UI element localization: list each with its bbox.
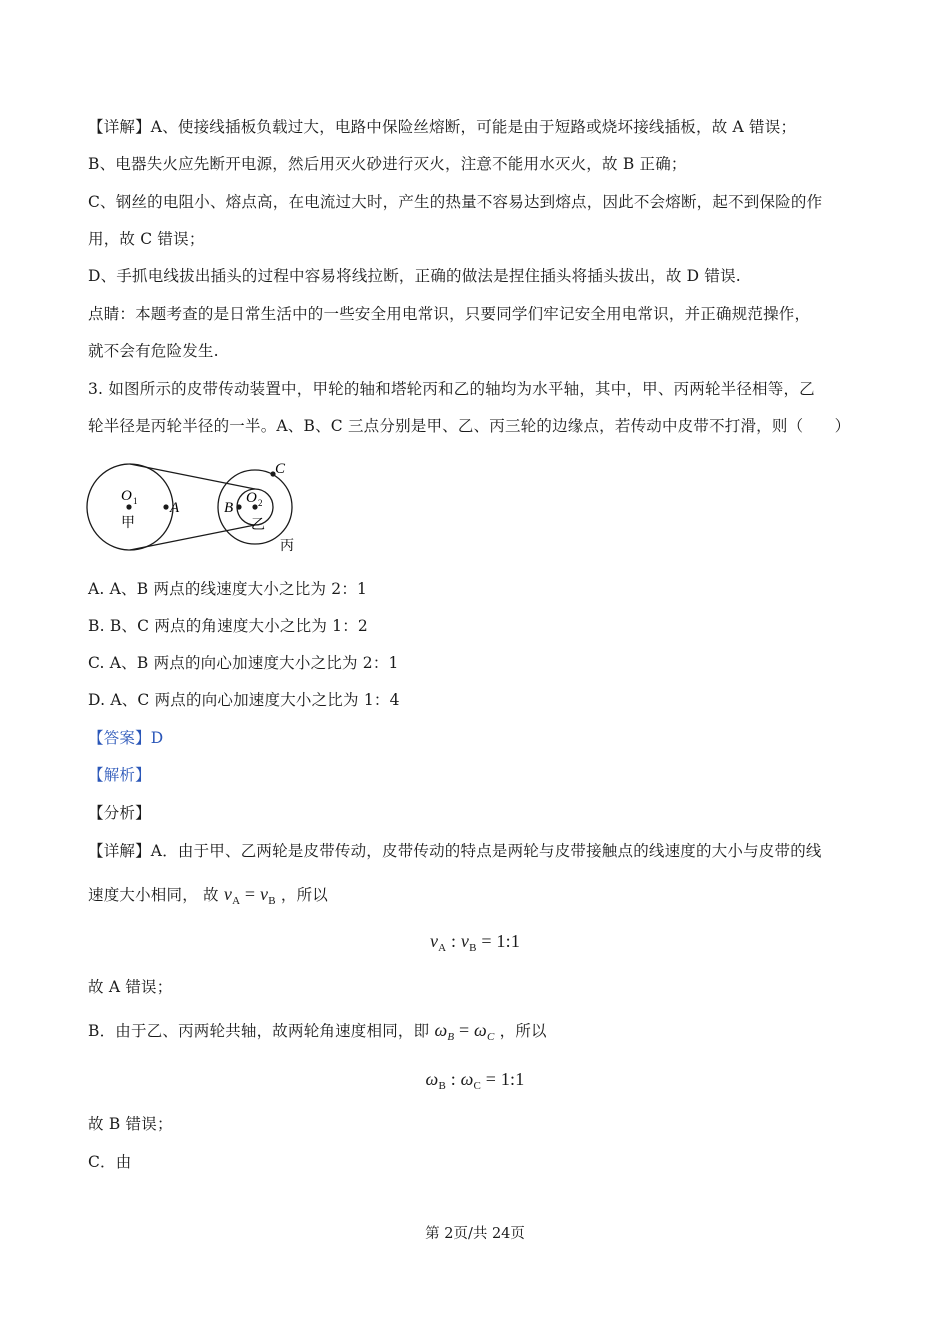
- belt-pulley-figure: [85, 455, 315, 560]
- question-text: 如图所示的皮带传动装置中，甲轮的轴和塔轮丙和乙的轴均为水平轴，其中，甲、丙两轮半径相等，乙: [108, 380, 815, 398]
- label-jia: 甲: [121, 516, 135, 531]
- label-c: C: [275, 461, 286, 477]
- label-o2: O: [246, 490, 257, 506]
- option-a: A. A、B 两点的线速度大小之比为 2：1: [88, 580, 368, 598]
- label-a: A: [170, 500, 180, 516]
- label-yi: 乙: [251, 518, 265, 533]
- detail-line: 故 B 错误；: [88, 1115, 173, 1133]
- label-o1-sub: 1: [133, 496, 138, 506]
- option-b: B. B、C 两点的角速度大小之比为 1：2: [88, 617, 368, 635]
- analysis-label: 【解析】: [88, 766, 151, 784]
- equation-omega-ratio: $\omega_B$ : $\omega_C$ = 1:1: [425, 1069, 525, 1092]
- detail-line-b-suffix: ，所以: [499, 1022, 547, 1040]
- text-line: 用，故 C 错误；: [88, 230, 205, 248]
- question-text-line: [88, 378, 868, 400]
- question-number: 3.: [88, 380, 104, 398]
- detail-line: C．由: [88, 1153, 132, 1171]
- text-line: C、钢丝的电阻小、熔点高，在电流过大时，产生的热量不容易达到熔点，因此不会熔断，起不到保险的作: [88, 193, 823, 211]
- detail-line: 【详解】A．由于甲、乙两轮是皮带传动，皮带传动的特点是两轮与皮带接触点的线速度的大小与皮带的线: [88, 842, 822, 860]
- formula-va-eq-vb: $v_A = v_B$: [223, 884, 276, 907]
- belt-lower: [130, 525, 255, 550]
- page-footer: 第 2页/共 24页: [425, 1226, 525, 1242]
- point-a-dot: [163, 504, 168, 509]
- axis-dot-o1: [126, 504, 131, 509]
- answer-label: 【答案】D: [88, 729, 164, 747]
- detail-line: 故 A 错误；: [88, 978, 173, 996]
- detail-line-b: B．由于乙、丙两轮共轴，故两轮角速度相同，即: [88, 1022, 430, 1040]
- label-b: B: [224, 500, 234, 516]
- text-line: 【详解】A、使接线插板负载过大，电路中保险丝熔断，可能是由于短路或烧坏接线插板，故 A 错误；: [88, 118, 797, 136]
- text-line: 就不会有危险发生.: [88, 342, 219, 360]
- label-bing: 丙: [280, 539, 294, 554]
- text-line: B、电器失火应先断开电源，然后用灭火砂进行灭火，注意不能用水灭火，故 B 正确；: [88, 155, 687, 173]
- detail-line-suffix: ，所以: [280, 886, 328, 904]
- fenxi-label: 【分析】: [88, 804, 151, 822]
- formula-omega-eq: $\omega_B = \omega_C$: [434, 1020, 495, 1043]
- point-b-dot: [236, 504, 241, 509]
- belt-upper: [130, 464, 255, 489]
- question-text-line: 轮半径是丙轮半径的一半。A、B、C 三点分别是甲、乙、丙三轮的边缘点，若传动中皮带不打滑，则（ ）: [88, 417, 851, 435]
- detail-line: [88, 1019, 868, 1048]
- detail-line-prefix: 速度大小相同， 故: [88, 886, 219, 904]
- option-c: C. A、B 两点的向心加速度大小之比为 2：1: [88, 654, 399, 672]
- label-o1: O: [121, 488, 132, 504]
- equation-va-vb-ratio: $v_A$ : $v_B$ = 1:1: [429, 931, 521, 954]
- detail-line: [88, 883, 868, 912]
- text-line: D、手抓电线拔出插头的过程中容易将线拉断，正确的做法是捏住插头将插头拔出，故 D 错误.: [88, 267, 741, 285]
- text-line: 点睛：本题考查的是日常生活中的一些安全用电常识，只要同学们牢记安全用电常识，并正确规范操作，: [88, 305, 811, 323]
- option-d: D. A、C 两点的向心加速度大小之比为 1：4: [88, 691, 400, 709]
- label-o2-sub: 2: [258, 498, 263, 508]
